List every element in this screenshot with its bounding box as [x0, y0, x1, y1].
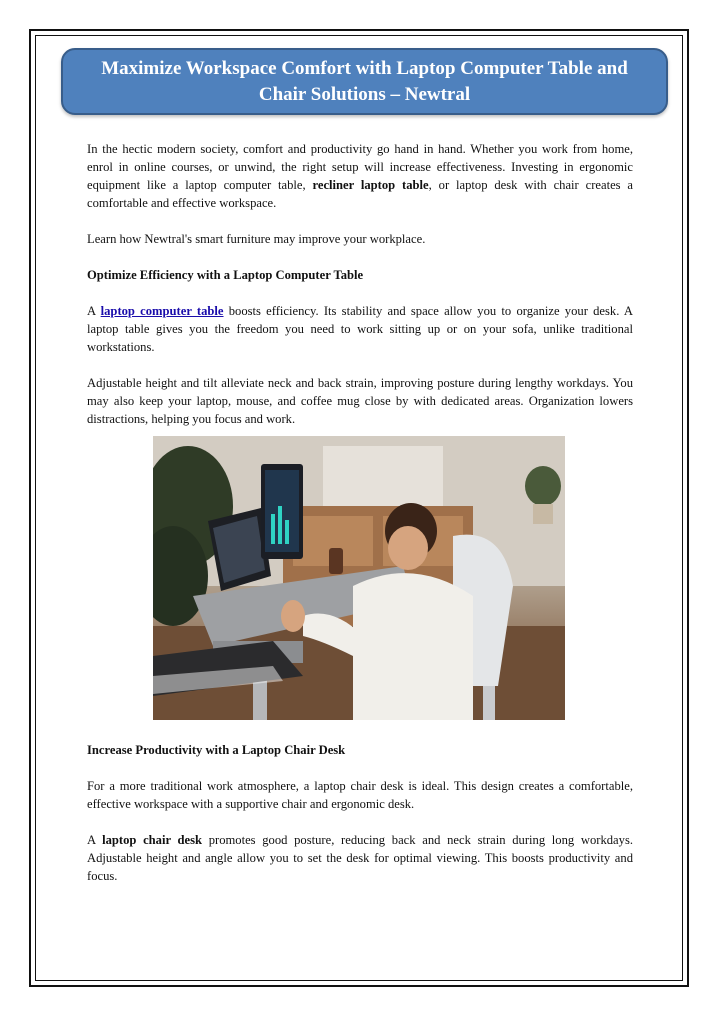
section1-paragraph-2: Adjustable height and tilt alleviate neck and back strain, improving posture during lengthy workdays. You may also keep your laptop, mouse, and coffee mug close by with dedicated areas. Organization lowers distractions, helping you focus and work.	[87, 376, 633, 426]
laptop-computer-table-link[interactable]: laptop computer table	[100, 304, 224, 318]
section2-heading: Increase Productivity with a Laptop Chair Desk	[87, 743, 346, 757]
page-title: Maximize Workspace Comfort with Laptop Computer Table and Chair Solutions – Newtral	[101, 57, 628, 105]
intro-paragraph	[87, 140, 633, 212]
intro-bold-term: recliner laptop table	[312, 178, 429, 192]
section2-p2-prefix: A	[87, 833, 103, 847]
intro-text-start: In the hectic modern society, comfort and productivity go hand in hand. Whether you work from home, enrol in online courses, or unwind, the right setup will increase effectiveness. Investing in ergonomic equipment like a laptop computer table,	[87, 142, 633, 192]
photo-illustration	[153, 436, 565, 720]
section2-p2-rest: promotes good posture, reducing back and neck strain during long workdays. Adjustable height and angle allow you to set the desk for optimal viewing. This boosts productivity and focus.	[87, 833, 633, 883]
section2-paragraph-2	[87, 831, 633, 885]
product-photo	[153, 436, 565, 720]
laptop-chair-desk-term: laptop chair desk	[102, 833, 203, 847]
article-body	[87, 140, 633, 903]
intro-text-end: , or laptop desk with chair creates a comfortable and effective workspace.	[87, 178, 634, 210]
learn-paragraph: Learn how Newtral's smart furniture may improve your workplace.	[87, 232, 426, 246]
spacer	[87, 720, 633, 741]
wall-art	[323, 446, 443, 506]
section1-p1-rest: boosts efficiency. Its stability and space allow you to organize your desk. A laptop table gives you the freedom you need to work sitting up or on your sofa, unlike traditional workstations.	[87, 304, 633, 354]
section1-heading: Optimize Efficiency with a Laptop Computer Table	[87, 268, 364, 282]
section2-paragraph-1: For a more traditional work atmosphere, a laptop chair desk is ideal. This design creates a comfortable, effective workspace with a supportive chair and ergonomic desk.	[87, 779, 633, 811]
section1-p1-prefix: A	[87, 304, 101, 318]
title-banner	[61, 48, 668, 115]
section1-paragraph-1	[87, 302, 633, 356]
